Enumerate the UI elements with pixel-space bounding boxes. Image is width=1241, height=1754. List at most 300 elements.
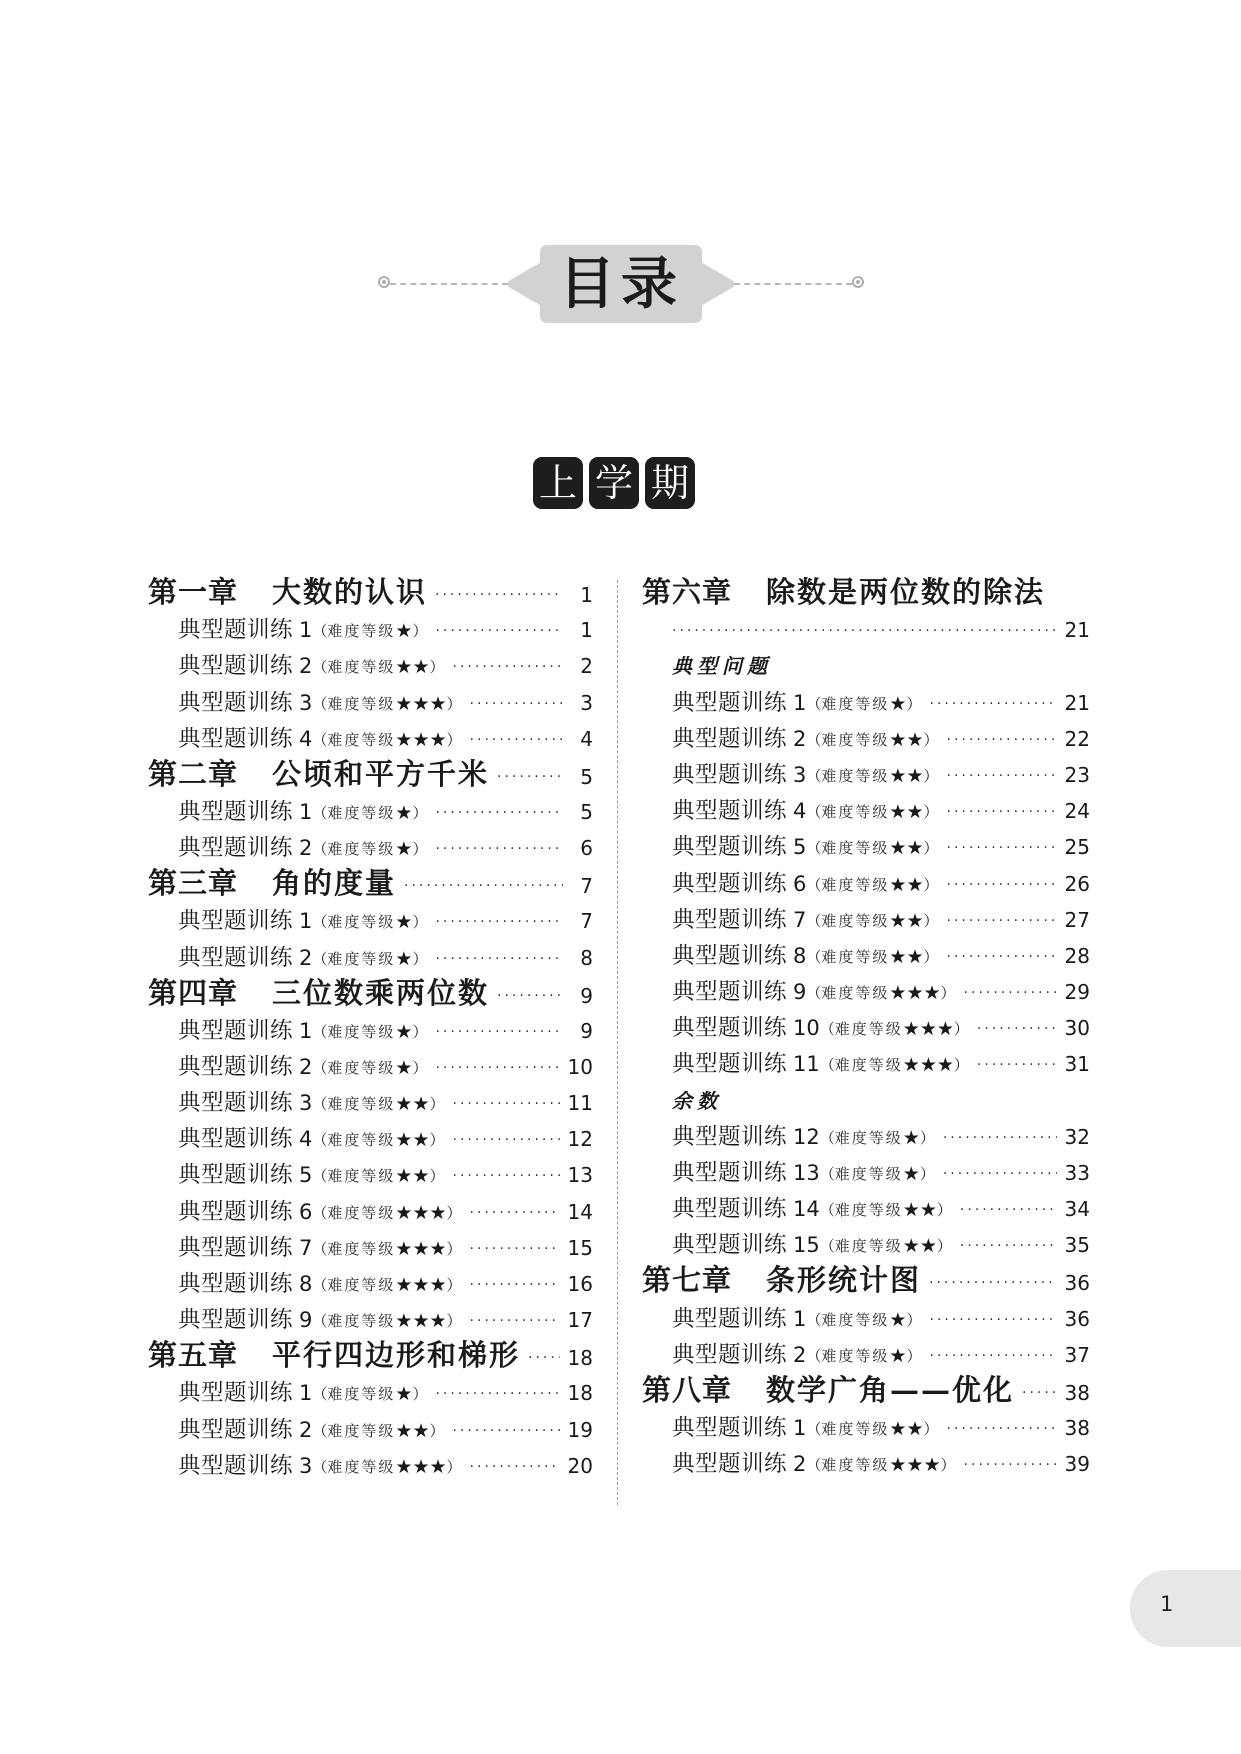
paren-close: ）: [446, 1457, 462, 1476]
page-ref: 21: [1064, 618, 1090, 643]
dot-leader: [929, 1269, 1057, 1297]
star-rating-icon: ★★★: [395, 1201, 447, 1224]
toc-lesson-entry[interactable]: [148, 1299, 593, 1335]
paren-open: （: [312, 1239, 328, 1258]
lesson-name: 典型题训练: [672, 1232, 788, 1259]
page-ref: 33: [1064, 1161, 1090, 1185]
difficulty-label: 难度等级: [821, 766, 890, 785]
difficulty-label: 难度等级: [821, 839, 890, 858]
paren-open: （: [312, 949, 328, 968]
toc-lesson-entry[interactable]: [642, 718, 1090, 754]
star-rating-icon: ★★: [902, 1235, 937, 1258]
paren-close: ）: [936, 1201, 952, 1220]
difficulty-label: 难度等级: [327, 1312, 396, 1331]
toc-lesson-entry[interactable]: [148, 1154, 593, 1190]
toc-title-banner: [376, 245, 866, 323]
toc-lesson-entry[interactable]: [148, 1046, 593, 1082]
paren-close: ）: [446, 1203, 462, 1222]
toc-chapter-continuation[interactable]: [642, 609, 1090, 645]
toc-lesson-entry[interactable]: [642, 971, 1090, 1007]
chapter-title: 大数的认识: [272, 575, 428, 609]
page-ref: 14: [567, 1199, 593, 1224]
dot-leader: [672, 617, 1057, 645]
difficulty-label: 难度等级: [327, 803, 396, 822]
toc-lesson-entry[interactable]: [148, 1082, 593, 1118]
toc-lesson-entry[interactable]: [642, 1043, 1090, 1079]
dot-leader: [943, 1160, 1057, 1188]
lesson-name: 典型题训练: [178, 1017, 294, 1044]
toc-lesson-entry[interactable]: [148, 1118, 593, 1154]
toc-chapter-entry[interactable]: [148, 572, 593, 609]
toc-lesson-entry[interactable]: [148, 1010, 593, 1046]
page-ref: 4: [580, 726, 593, 751]
lesson-index: 3: [299, 1091, 313, 1116]
page-ref: 12: [567, 1127, 593, 1152]
difficulty-label: 难度等级: [327, 1421, 396, 1440]
lesson-index: 1: [793, 1415, 807, 1440]
paren-close: ）: [429, 1131, 445, 1150]
lesson-index: 2: [299, 1054, 313, 1079]
toc-lesson-entry[interactable]: [642, 935, 1090, 971]
paren-close: ）: [412, 949, 428, 968]
dashed-rule: [390, 283, 508, 285]
toc-lesson-entry[interactable]: [148, 1263, 593, 1299]
dot-leader: [470, 1307, 560, 1335]
chapter-number: 第二章: [148, 756, 239, 791]
paren-open: （: [819, 1020, 835, 1039]
dot-leader: [947, 1415, 1057, 1443]
column-divider: [617, 580, 618, 1505]
dot-leader: [470, 690, 563, 718]
page-ref: 8: [580, 945, 593, 970]
lesson-name: 典型题训练: [178, 1416, 294, 1443]
dot-leader: [470, 726, 563, 754]
dot-leader: [947, 871, 1057, 899]
lesson-index: 13: [793, 1161, 820, 1185]
lesson-index: 2: [793, 726, 807, 751]
lesson-index: 7: [299, 1235, 313, 1260]
dot-leader: [435, 835, 563, 863]
difficulty-label: 难度等级: [327, 1058, 396, 1077]
toc-lesson-entry[interactable]: [642, 826, 1090, 862]
toc-lesson-entry[interactable]: [642, 790, 1090, 826]
page-ref: 38: [1064, 1380, 1090, 1405]
paren-open: （: [312, 622, 328, 641]
paren-close: ）: [923, 839, 939, 858]
star-rating-icon: ★: [889, 692, 907, 715]
toc-lesson-entry[interactable]: [642, 1116, 1090, 1152]
page-ref: 7: [580, 909, 593, 934]
lesson-index: 7: [793, 907, 807, 932]
paren-close: ）: [446, 1276, 462, 1294]
page-ref: 17: [567, 1308, 593, 1333]
dot-leader: [435, 581, 563, 609]
paren-close: ）: [923, 911, 939, 930]
difficulty-label: 难度等级: [834, 1237, 903, 1256]
dot-leader: [435, 945, 563, 973]
paren-open: （: [312, 694, 328, 713]
toc-lesson-entry[interactable]: [148, 718, 593, 754]
paren-close: ）: [412, 913, 428, 932]
chapter-number: 第六章: [642, 575, 733, 609]
circle-ornament-icon: [378, 276, 390, 288]
page-ref: 9: [580, 1018, 593, 1043]
page-ref: 35: [1064, 1233, 1090, 1258]
difficulty-label: 难度等级: [327, 622, 396, 641]
page-ref: 29: [1064, 980, 1090, 1005]
lesson-name: 典型题训练: [178, 1053, 294, 1080]
star-rating-icon: ★★: [395, 1165, 430, 1188]
lesson-name: 典型题训练: [672, 906, 788, 933]
difficulty-label: 难度等级: [327, 1167, 396, 1186]
star-rating-icon: ★★★: [395, 1455, 447, 1478]
star-rating-icon: ★★: [395, 1129, 430, 1152]
lesson-name: 典型题训练: [672, 1414, 788, 1441]
paren-close: ）: [412, 1058, 428, 1077]
dot-leader: [943, 1124, 1057, 1152]
semester-char: 上: [533, 457, 583, 509]
lesson-index: 4: [299, 726, 313, 751]
lesson-name: 典型题训练: [672, 1051, 788, 1078]
lesson-name: 典型题训练: [178, 944, 294, 971]
star-rating-icon: ★★★: [395, 692, 447, 715]
lesson-index: 15: [793, 1233, 820, 1258]
title-plaque: [508, 245, 734, 323]
dot-leader: [977, 1015, 1057, 1043]
star-rating-icon: ★★: [395, 656, 430, 679]
lesson-index: 8: [793, 943, 807, 968]
page-ref: 11: [567, 1091, 593, 1116]
difficulty-label: 难度等级: [327, 694, 396, 713]
lesson-name: 典型题训练: [672, 725, 788, 752]
star-rating-icon: ★: [889, 1344, 907, 1367]
difficulty-label: 难度等级: [327, 949, 396, 968]
lesson-name: 典型题训练: [178, 908, 294, 935]
paren-open: （: [312, 1167, 328, 1186]
paren-close: ）: [412, 622, 428, 641]
paren-open: （: [806, 766, 822, 785]
chapter-title: 公顷和平方千米: [272, 756, 490, 791]
toc-lesson-entry[interactable]: [642, 1297, 1090, 1333]
paren-close: ）: [412, 1022, 428, 1041]
chapter-title: 三位数乘两位数: [272, 975, 490, 1010]
paren-open: （: [312, 1131, 328, 1150]
dot-leader: [435, 1380, 559, 1408]
paren-open: （: [806, 1346, 822, 1365]
paren-close: ）: [936, 1237, 952, 1256]
page-ref: 36: [1064, 1271, 1090, 1296]
toc-lesson-entry[interactable]: [148, 936, 593, 972]
difficulty-label: 难度等级: [327, 1239, 396, 1258]
toc-lesson-entry[interactable]: [642, 1443, 1090, 1479]
difficulty-label: 难度等级: [821, 1456, 890, 1475]
dot-leader: [947, 762, 1057, 790]
semester-char: 期: [645, 457, 695, 509]
star-rating-icon: ★★★: [889, 1454, 941, 1477]
lesson-index: 1: [299, 799, 313, 824]
page-title: 目录: [559, 251, 683, 317]
toc-section-heading: [642, 645, 1090, 681]
star-rating-icon: ★★★: [395, 1310, 447, 1333]
page-ref: 26: [1064, 871, 1090, 896]
chapter-number: 第七章: [642, 1263, 733, 1298]
page-ref: 2: [580, 654, 593, 679]
chapter-title: 数学广角——优化: [766, 1372, 1015, 1407]
lesson-name: 典型题训练: [178, 1307, 294, 1334]
page-ref: 13: [567, 1163, 593, 1188]
dot-leader: [947, 798, 1057, 826]
paren-open: （: [806, 694, 822, 713]
lesson-name: 典型题训练: [672, 761, 788, 788]
toc-left-column: [148, 572, 593, 1481]
dot-leader: [435, 908, 563, 936]
dot-leader: [453, 653, 563, 681]
lesson-index: 11: [793, 1052, 820, 1077]
toc-section-heading: [642, 1079, 1090, 1115]
paren-open: （: [312, 1022, 328, 1041]
toc-lesson-entry[interactable]: [148, 1190, 593, 1226]
star-rating-icon: ★: [395, 838, 413, 861]
lesson-index: 1: [299, 909, 313, 934]
difficulty-label: 难度等级: [327, 1203, 396, 1222]
page-ref: 22: [1064, 726, 1090, 751]
star-rating-icon: ★: [902, 1163, 920, 1185]
lesson-index: 2: [299, 836, 313, 861]
toc-lesson-entry[interactable]: [148, 900, 593, 936]
lesson-name: 典型题训练: [672, 1123, 788, 1150]
page-ref: 1: [580, 618, 593, 643]
lesson-index: 5: [793, 835, 807, 860]
dot-leader: [947, 834, 1057, 862]
star-rating-icon: ★: [395, 801, 413, 824]
lesson-index: 1: [299, 1018, 313, 1043]
lesson-name: 典型题训练: [672, 870, 788, 897]
lesson-name: 典型题训练: [672, 1015, 788, 1042]
toc-lesson-entry[interactable]: [642, 1224, 1090, 1260]
page-ref: 30: [1064, 1016, 1090, 1041]
dot-leader: [453, 1126, 560, 1154]
toc-lesson-entry[interactable]: [148, 609, 593, 645]
dot-leader: [929, 1306, 1056, 1334]
paren-open: （: [819, 1128, 835, 1147]
section-heading-text: 余数: [672, 1088, 722, 1113]
toc-lesson-entry[interactable]: [642, 754, 1090, 790]
toc-lesson-entry[interactable]: [642, 1007, 1090, 1043]
paren-close: ）: [412, 840, 428, 859]
lesson-index: 1: [793, 1306, 807, 1331]
paren-close: ）: [906, 1310, 922, 1329]
page-ref: 21: [1064, 690, 1090, 715]
paren-open: （: [806, 1456, 822, 1475]
toc-lesson-entry[interactable]: [642, 1334, 1090, 1370]
difficulty-label: 难度等级: [834, 1056, 903, 1075]
lesson-name: 典型题训练: [178, 1198, 294, 1225]
toc-lesson-entry[interactable]: [148, 791, 593, 827]
page-ref: 37: [1064, 1342, 1090, 1367]
star-rating-icon: ★★: [889, 945, 924, 968]
chapter-number: 第八章: [642, 1372, 733, 1407]
lesson-name: 典型题训练: [672, 1196, 788, 1223]
paren-close: ）: [919, 1128, 935, 1147]
toc-chapter-entry[interactable]: [642, 1260, 1090, 1297]
star-rating-icon: ★★: [889, 801, 924, 824]
dot-leader: [960, 1232, 1057, 1260]
dot-leader: [435, 617, 563, 645]
star-rating-icon: ★: [902, 1126, 920, 1149]
chapter-number: 第三章: [148, 866, 239, 901]
star-rating-icon: ★★★: [395, 728, 447, 751]
toc-lesson-entry[interactable]: [148, 1372, 593, 1408]
star-rating-icon: ★: [395, 911, 413, 934]
paren-close: ）: [429, 1421, 445, 1440]
page-number-tab: [1130, 1570, 1241, 1647]
lesson-name: 典型题训练: [178, 1162, 294, 1189]
dot-leader: [964, 979, 1057, 1007]
lesson-index: 9: [299, 1308, 313, 1333]
star-rating-icon: ★: [395, 947, 413, 970]
lesson-index: 2: [299, 654, 313, 679]
toc-lesson-entry[interactable]: [148, 827, 593, 863]
paren-open: （: [312, 1203, 328, 1222]
paren-open: （: [312, 730, 328, 749]
star-rating-icon: ★★★: [395, 1237, 447, 1260]
star-rating-icon: ★★★: [902, 1054, 954, 1077]
difficulty-label: 难度等级: [821, 1310, 890, 1329]
toc-lesson-entry[interactable]: [148, 1227, 593, 1263]
chapter-number: 第五章: [148, 1338, 239, 1373]
toc-chapter-entry[interactable]: [148, 754, 593, 791]
page-ref: 6: [580, 836, 593, 861]
star-rating-icon: ★★★: [395, 1274, 447, 1296]
paren-close: ）: [446, 730, 462, 749]
lesson-name: 典型题训练: [178, 1090, 294, 1117]
page-ref: 5: [580, 799, 593, 824]
lesson-index: 2: [299, 1417, 313, 1442]
paren-close: ）: [953, 1056, 969, 1075]
paren-open: （: [312, 913, 328, 932]
page-ref: 18: [567, 1381, 593, 1406]
paren-close: ）: [919, 1165, 935, 1183]
star-rating-icon: ★★★: [902, 1018, 954, 1041]
dot-leader: [470, 1199, 560, 1227]
toc-chapter-entry[interactable]: [148, 973, 593, 1010]
difficulty-label: 难度等级: [821, 1419, 890, 1438]
lesson-name: 典型题训练: [178, 1380, 294, 1407]
semester-char: 学: [589, 457, 639, 509]
difficulty-label: 难度等级: [327, 840, 396, 859]
paren-close: ）: [953, 1020, 969, 1039]
lesson-name: 典型题训练: [672, 942, 788, 969]
lesson-name: 典型题训练: [178, 1234, 294, 1261]
difficulty-label: 难度等级: [821, 984, 890, 1003]
page-ref: 20: [567, 1453, 593, 1478]
star-rating-icon: ★: [395, 1383, 413, 1406]
lesson-index: 3: [299, 1453, 313, 1478]
paren-open: （: [819, 1056, 835, 1075]
dot-leader: [947, 726, 1057, 754]
toc-chapter-entry[interactable]: [642, 572, 1090, 609]
paren-close: ）: [412, 1385, 428, 1404]
toc-lesson-entry[interactable]: [642, 899, 1090, 935]
page-ref: 38: [1064, 1415, 1090, 1440]
paren-close: ）: [446, 1312, 462, 1331]
page-ref: 1: [580, 583, 593, 607]
page-ref: 32: [1064, 1124, 1090, 1149]
difficulty-label: 难度等级: [327, 913, 396, 932]
paren-open: （: [312, 1421, 328, 1440]
toc-lesson-entry[interactable]: [148, 645, 593, 681]
lesson-name: 典型题训练: [672, 798, 788, 825]
toc-lesson-entry[interactable]: [642, 1407, 1090, 1443]
toc-lesson-entry[interactable]: [148, 1445, 593, 1481]
page-ref: 9: [580, 983, 593, 1008]
dot-leader: [947, 907, 1057, 935]
lesson-index: 3: [299, 690, 313, 715]
difficulty-label: 难度等级: [821, 803, 890, 822]
toc-lesson-entry[interactable]: [148, 681, 593, 717]
lesson-index: 1: [793, 690, 807, 715]
paren-close: ）: [429, 1095, 445, 1114]
star-rating-icon: ★★: [889, 728, 924, 751]
dot-leader: [470, 1453, 560, 1481]
lesson-index: 5: [299, 1163, 313, 1188]
chapter-title: 除数是两位数的除法: [766, 575, 1046, 609]
dot-leader: [404, 872, 563, 900]
star-rating-icon: ★: [889, 1308, 907, 1331]
star-rating-icon: ★: [395, 1020, 413, 1043]
toc-chapter-entry[interactable]: [148, 1335, 593, 1372]
dot-leader: [470, 1271, 560, 1299]
page-ref: 27: [1064, 907, 1090, 932]
lesson-index: 6: [299, 1199, 313, 1224]
lesson-name: 典型题训练: [178, 725, 294, 752]
toc-lesson-entry[interactable]: [642, 862, 1090, 898]
toc-lesson-entry[interactable]: [642, 1188, 1090, 1224]
lesson-index: 4: [299, 1127, 313, 1152]
toc-lesson-entry[interactable]: [642, 1152, 1090, 1188]
star-rating-icon: ★: [395, 1056, 413, 1079]
dashed-rule: [734, 283, 852, 285]
star-rating-icon: ★★: [902, 1199, 937, 1222]
difficulty-label: 难度等级: [327, 1276, 396, 1294]
paren-open: （: [819, 1165, 835, 1183]
page-ref: 34: [1064, 1197, 1090, 1222]
toc-lesson-entry[interactable]: [148, 1408, 593, 1444]
lesson-index: 12: [793, 1124, 820, 1149]
dot-leader: [470, 1235, 560, 1263]
dot-leader: [453, 1417, 560, 1445]
chapter-number: 第一章: [148, 575, 239, 609]
lesson-name: 典型题训练: [672, 1305, 788, 1332]
star-rating-icon: ★★: [889, 837, 924, 860]
chapter-title: 条形统计图: [766, 1263, 922, 1298]
toc-chapter-entry[interactable]: [148, 863, 593, 900]
page-ref: 25: [1064, 835, 1090, 860]
page-ref: 15: [567, 1235, 593, 1260]
toc-chapter-entry[interactable]: [642, 1370, 1090, 1407]
difficulty-label: 难度等级: [327, 1095, 396, 1114]
dot-leader: [977, 1051, 1057, 1079]
page-ref: 24: [1064, 799, 1090, 824]
paren-open: （: [819, 1201, 835, 1220]
toc-lesson-entry[interactable]: [642, 681, 1090, 717]
lesson-index: 8: [299, 1272, 313, 1296]
star-rating-icon: ★★: [395, 1419, 430, 1442]
lesson-index: 2: [299, 945, 313, 970]
difficulty-label: 难度等级: [821, 911, 890, 930]
paren-close: ）: [446, 694, 462, 713]
chapter-title: 平行四边形和梯形: [272, 1338, 521, 1373]
